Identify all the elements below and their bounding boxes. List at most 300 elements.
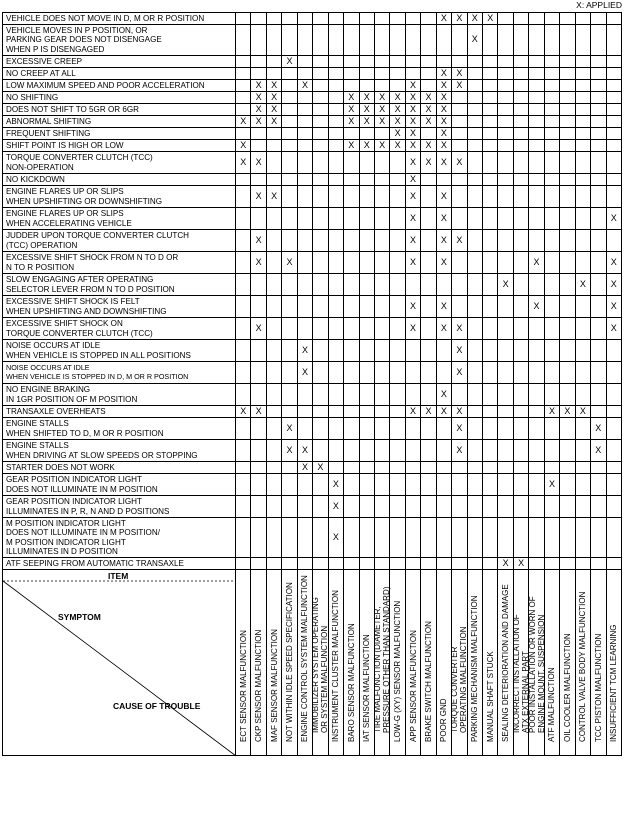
mark-cell <box>560 140 575 152</box>
symptom-cell: NO CREEP AT ALL <box>3 68 236 80</box>
mark-cell <box>591 518 606 558</box>
mark-cell <box>544 274 559 296</box>
mark-cell <box>591 318 606 340</box>
mark-cell <box>483 474 498 496</box>
mark-cell: X <box>344 104 359 116</box>
mark-cell <box>344 274 359 296</box>
table-row <box>3 406 622 418</box>
mark-cell <box>575 252 590 274</box>
mark-cell <box>236 230 251 252</box>
mark-cell <box>498 13 513 25</box>
mark-cell <box>374 318 389 340</box>
mark-cell <box>544 318 559 340</box>
mark-cell <box>405 13 420 25</box>
mark-cell <box>483 186 498 208</box>
mark-cell: X <box>405 104 420 116</box>
mark-cell <box>591 252 606 274</box>
mark-cell <box>297 384 312 406</box>
mark-cell <box>390 362 405 384</box>
mark-cell: X <box>359 140 374 152</box>
mark-cell <box>328 296 343 318</box>
mark-cell <box>513 518 528 558</box>
symptom-cell: SLOW ENGAGING AFTER OPERATING SELECTOR LEVER FROM N TO D POSITION <box>3 274 236 296</box>
mark-cell: X <box>282 418 297 440</box>
mark-cell <box>498 152 513 174</box>
mark-cell: X <box>359 92 374 104</box>
mark-cell <box>498 56 513 68</box>
mark-cell: X <box>251 104 266 116</box>
mark-cell <box>575 296 590 318</box>
table-row <box>3 318 622 340</box>
cause-header-row <box>3 570 622 756</box>
mark-cell <box>560 92 575 104</box>
mark-cell <box>483 80 498 92</box>
mark-cell <box>467 140 482 152</box>
mark-cell <box>266 25 281 56</box>
mark-cell <box>513 116 528 128</box>
mark-cell <box>452 496 467 518</box>
mark-cell: X <box>421 406 436 418</box>
mark-cell <box>529 462 544 474</box>
mark-cell <box>452 128 467 140</box>
cause-header-cell <box>251 570 266 756</box>
mark-cell <box>544 80 559 92</box>
mark-cell <box>544 252 559 274</box>
mark-cell <box>390 518 405 558</box>
mark-cell <box>467 318 482 340</box>
symptom-cell: NO SHIFTING <box>3 92 236 104</box>
mark-cell <box>390 274 405 296</box>
mark-cell <box>374 25 389 56</box>
mark-cell <box>606 104 621 116</box>
mark-cell <box>282 474 297 496</box>
mark-cell <box>467 80 482 92</box>
mark-cell <box>344 128 359 140</box>
mark-cell <box>483 296 498 318</box>
mark-cell <box>452 174 467 186</box>
mark-cell <box>282 128 297 140</box>
mark-cell <box>498 80 513 92</box>
cause-label: NOT WITHIN IDLE SPEED SPECIFICATION <box>285 582 295 742</box>
mark-cell <box>359 13 374 25</box>
mark-cell <box>544 116 559 128</box>
mark-cell <box>483 362 498 384</box>
mark-cell <box>575 440 590 462</box>
mark-cell <box>405 56 420 68</box>
cause-header-cell <box>390 570 405 756</box>
mark-cell <box>591 208 606 230</box>
mark-cell <box>282 68 297 80</box>
mark-cell <box>251 418 266 440</box>
mark-cell <box>236 274 251 296</box>
mark-cell <box>452 296 467 318</box>
mark-cell <box>374 362 389 384</box>
mark-cell <box>467 296 482 318</box>
mark-cell <box>436 418 451 440</box>
mark-cell: X <box>436 80 451 92</box>
mark-cell <box>560 128 575 140</box>
mark-cell <box>591 140 606 152</box>
mark-cell: X <box>436 13 451 25</box>
mark-cell <box>266 56 281 68</box>
mark-cell <box>575 208 590 230</box>
mark-cell <box>436 474 451 496</box>
mark-cell <box>236 474 251 496</box>
mark-cell <box>560 384 575 406</box>
mark-cell <box>591 496 606 518</box>
mark-cell <box>344 474 359 496</box>
mark-cell <box>529 116 544 128</box>
mark-cell <box>344 152 359 174</box>
mark-cell <box>513 340 528 362</box>
mark-cell <box>344 80 359 92</box>
table-row <box>3 104 622 116</box>
mark-cell <box>529 518 544 558</box>
mark-cell: X <box>436 128 451 140</box>
mark-cell <box>282 518 297 558</box>
mark-cell <box>297 518 312 558</box>
mark-cell <box>513 80 528 92</box>
mark-cell <box>251 140 266 152</box>
mark-cell <box>282 92 297 104</box>
mark-cell <box>266 174 281 186</box>
mark-cell <box>282 296 297 318</box>
cause-label: TORQUE CONVERTER OPERATING MALFUNCTION <box>450 626 469 733</box>
mark-cell <box>251 208 266 230</box>
mark-cell <box>575 474 590 496</box>
mark-cell: X <box>483 13 498 25</box>
mark-cell <box>498 296 513 318</box>
mark-cell <box>328 92 343 104</box>
mark-cell <box>452 186 467 208</box>
mark-cell: X <box>297 440 312 462</box>
mark-cell: X <box>251 152 266 174</box>
mark-cell <box>544 104 559 116</box>
mark-cell: X <box>498 558 513 570</box>
mark-cell <box>436 274 451 296</box>
table-row <box>3 362 622 384</box>
mark-cell <box>313 340 328 362</box>
table-row <box>3 230 622 252</box>
mark-cell: X <box>452 13 467 25</box>
symptom-cell: ENGINE STALLS WHEN DRIVING AT SLOW SPEEDS OR STOPPING <box>3 440 236 462</box>
mark-cell: X <box>452 80 467 92</box>
mark-cell <box>266 140 281 152</box>
cause-label: IAT SENSOR MALFUNCTION <box>362 634 372 742</box>
mark-cell <box>390 474 405 496</box>
mark-cell <box>529 174 544 186</box>
mark-cell <box>251 362 266 384</box>
mark-cell <box>529 80 544 92</box>
mark-cell <box>236 384 251 406</box>
mark-cell <box>498 340 513 362</box>
cause-header-cell <box>236 570 251 756</box>
mark-cell <box>282 496 297 518</box>
mark-cell <box>313 440 328 462</box>
mark-cell <box>251 174 266 186</box>
mark-cell <box>606 496 621 518</box>
mark-cell <box>344 496 359 518</box>
mark-cell <box>251 518 266 558</box>
mark-cell <box>529 140 544 152</box>
mark-cell <box>498 474 513 496</box>
mark-cell <box>467 362 482 384</box>
mark-cell <box>359 56 374 68</box>
mark-cell <box>374 406 389 418</box>
mark-cell: X <box>606 318 621 340</box>
table-row <box>3 140 622 152</box>
mark-cell <box>390 80 405 92</box>
mark-cell <box>421 440 436 462</box>
mark-cell <box>328 418 343 440</box>
mark-cell: X <box>436 104 451 116</box>
mark-cell <box>421 496 436 518</box>
mark-cell: X <box>529 296 544 318</box>
mark-cell: X <box>266 116 281 128</box>
mark-cell <box>251 384 266 406</box>
mark-cell <box>390 252 405 274</box>
mark-cell <box>328 128 343 140</box>
mark-cell <box>297 474 312 496</box>
symptom-cell: NOISE OCCURS AT IDLE WHEN VEHICLE IS STOPPED IN ALL POSITIONS <box>3 340 236 362</box>
mark-cell: X <box>266 92 281 104</box>
mark-cell <box>282 462 297 474</box>
mark-cell: X <box>421 140 436 152</box>
mark-cell <box>498 186 513 208</box>
mark-cell <box>390 296 405 318</box>
mark-cell: X <box>344 92 359 104</box>
mark-cell <box>344 362 359 384</box>
mark-cell <box>313 92 328 104</box>
mark-cell <box>405 558 420 570</box>
mark-cell <box>575 418 590 440</box>
mark-cell: X <box>467 13 482 25</box>
mark-cell: X <box>560 406 575 418</box>
mark-cell <box>513 140 528 152</box>
mark-cell <box>575 186 590 208</box>
mark-cell: X <box>529 252 544 274</box>
mark-cell <box>575 384 590 406</box>
mark-cell <box>529 208 544 230</box>
mark-cell <box>421 13 436 25</box>
mark-cell <box>467 174 482 186</box>
table-row <box>3 252 622 274</box>
mark-cell <box>297 25 312 56</box>
mark-cell <box>452 92 467 104</box>
mark-cell <box>390 13 405 25</box>
mark-cell <box>513 384 528 406</box>
mark-cell <box>374 518 389 558</box>
cause-header-cell <box>467 570 482 756</box>
mark-cell <box>529 274 544 296</box>
mark-cell <box>266 13 281 25</box>
mark-cell <box>591 474 606 496</box>
mark-cell <box>313 152 328 174</box>
table-row <box>3 92 622 104</box>
mark-cell <box>313 496 328 518</box>
mark-cell <box>359 474 374 496</box>
mark-cell <box>359 318 374 340</box>
mark-cell <box>313 384 328 406</box>
mark-cell <box>529 340 544 362</box>
mark-cell <box>390 558 405 570</box>
symptom-cell: VEHICLE DOES NOT MOVE IN D, M OR R POSITION <box>3 13 236 25</box>
mark-cell: X <box>390 92 405 104</box>
mark-cell: X <box>251 252 266 274</box>
mark-cell <box>513 174 528 186</box>
mark-cell <box>529 384 544 406</box>
mark-cell <box>498 362 513 384</box>
mark-cell <box>328 318 343 340</box>
mark-cell <box>421 68 436 80</box>
mark-cell: X <box>498 274 513 296</box>
cause-label: INCORRECT INSTALLATION OF ATX EXTERNAL PART <box>512 614 531 733</box>
mark-cell <box>236 128 251 140</box>
mark-cell <box>483 152 498 174</box>
mark-cell: X <box>251 406 266 418</box>
mark-cell <box>421 518 436 558</box>
mark-cell <box>390 496 405 518</box>
mark-cell <box>467 68 482 80</box>
mark-cell <box>390 384 405 406</box>
mark-cell <box>544 362 559 384</box>
symptom-cell: JUDDER UPON TORQUE CONVERTER CLUTCH (TCC) OPERATION <box>3 230 236 252</box>
mark-cell <box>467 406 482 418</box>
table-row <box>3 116 622 128</box>
mark-cell <box>513 25 528 56</box>
mark-cell: X <box>436 92 451 104</box>
mark-cell: X <box>452 152 467 174</box>
mark-cell <box>282 406 297 418</box>
mark-cell <box>374 80 389 92</box>
cause-header-cell <box>313 570 328 756</box>
mark-cell <box>359 208 374 230</box>
mark-cell: X <box>421 92 436 104</box>
mark-cell <box>266 518 281 558</box>
mark-cell <box>544 340 559 362</box>
mark-cell <box>483 274 498 296</box>
cause-label: MANUAL SHAFT STUCK <box>485 651 495 742</box>
table-row <box>3 496 622 518</box>
mark-cell <box>374 462 389 474</box>
mark-cell <box>328 56 343 68</box>
mark-cell <box>344 174 359 186</box>
mark-cell <box>266 418 281 440</box>
mark-cell <box>405 474 420 496</box>
cause-label: CONTROL VALVE BODY MALFUNCTION <box>578 591 588 742</box>
mark-cell <box>359 252 374 274</box>
mark-cell: X <box>374 104 389 116</box>
cause-label: BARO SENSOR MALFUNCTION <box>346 623 356 742</box>
mark-cell <box>544 440 559 462</box>
mark-cell <box>575 140 590 152</box>
mark-cell <box>282 25 297 56</box>
mark-cell: X <box>405 116 420 128</box>
mark-cell: X <box>421 104 436 116</box>
mark-cell <box>359 186 374 208</box>
table-row <box>3 128 622 140</box>
cause-label: PARKING MECHANISM MALFUNCTION <box>470 595 480 742</box>
table-row <box>3 80 622 92</box>
mark-cell <box>282 230 297 252</box>
mark-cell <box>266 230 281 252</box>
mark-cell <box>421 56 436 68</box>
mark-cell <box>313 56 328 68</box>
mark-cell <box>236 496 251 518</box>
mark-cell <box>575 496 590 518</box>
mark-cell <box>313 13 328 25</box>
mark-cell <box>606 152 621 174</box>
mark-cell <box>328 140 343 152</box>
mark-cell <box>575 518 590 558</box>
mark-cell <box>421 80 436 92</box>
mark-cell: X <box>575 406 590 418</box>
cause-header-cell <box>606 570 621 756</box>
mark-cell: X <box>405 174 420 186</box>
mark-cell <box>513 462 528 474</box>
mark-cell <box>297 128 312 140</box>
mark-cell: X <box>328 518 343 558</box>
mark-cell <box>421 296 436 318</box>
mark-cell: X <box>436 318 451 340</box>
symptom-cell: EXCESSIVE CREEP <box>3 56 236 68</box>
cause-header-cell <box>452 570 467 756</box>
mark-cell <box>405 340 420 362</box>
mark-cell <box>452 558 467 570</box>
cause-label: APP SENSOR MALFUNCTION <box>408 630 418 742</box>
mark-cell <box>483 440 498 462</box>
mark-cell <box>374 418 389 440</box>
mark-cell <box>344 230 359 252</box>
mark-cell <box>483 384 498 406</box>
mark-cell <box>529 440 544 462</box>
mark-cell <box>606 92 621 104</box>
mark-cell <box>282 140 297 152</box>
mark-cell <box>513 92 528 104</box>
mark-cell <box>297 68 312 80</box>
mark-cell <box>374 68 389 80</box>
mark-cell <box>436 496 451 518</box>
mark-cell <box>344 318 359 340</box>
mark-cell <box>390 56 405 68</box>
mark-cell <box>575 104 590 116</box>
mark-cell <box>560 13 575 25</box>
mark-cell <box>606 230 621 252</box>
mark-cell: X <box>436 384 451 406</box>
mark-cell <box>575 174 590 186</box>
mark-cell: X <box>405 152 420 174</box>
mark-cell <box>591 186 606 208</box>
cause-header-cell <box>266 570 281 756</box>
mark-cell <box>390 152 405 174</box>
symptom-cell: TRANSAXLE OVERHEATS <box>3 406 236 418</box>
cause-label: SEALING DETERIORATION AND DAMAGE <box>501 584 511 742</box>
mark-cell <box>236 13 251 25</box>
table-row <box>3 384 622 406</box>
mark-cell: X <box>405 406 420 418</box>
mark-cell <box>498 496 513 518</box>
cause-label: ATF MALFUNCTION <box>547 667 557 742</box>
mark-cell <box>328 116 343 128</box>
mark-cell <box>452 140 467 152</box>
mark-cell <box>236 462 251 474</box>
mark-cell <box>436 518 451 558</box>
mark-cell: X <box>606 208 621 230</box>
cause-header-cell <box>560 570 575 756</box>
mark-cell <box>436 25 451 56</box>
mark-cell <box>374 174 389 186</box>
mark-cell <box>282 384 297 406</box>
